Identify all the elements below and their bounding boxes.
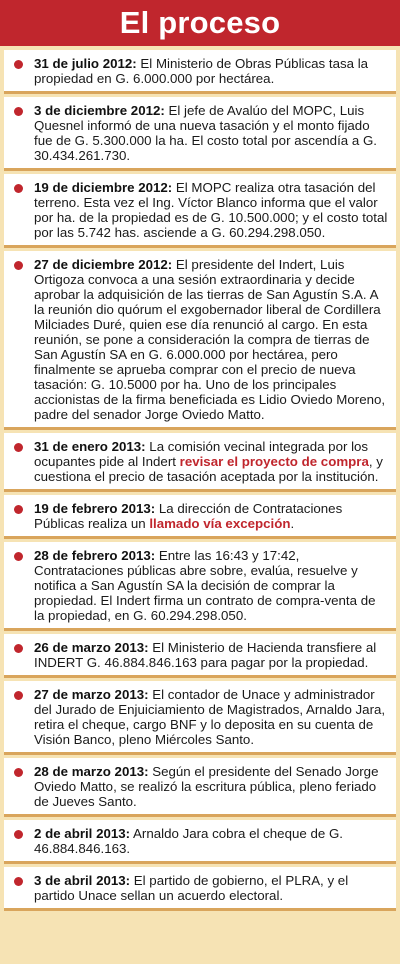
event-description: El contador de Unace y administrador del Jurado de Enjuiciamiento de Magistrados, Arnaldo Jara, retira el cheque, cargo BNF y lo deposita en su cuenta de Visión Banco, pleno Miércoles Santo.: [34, 687, 386, 747]
bullet-icon: [14, 691, 23, 700]
event-text: [34, 257, 385, 422]
event-date: 27 de marzo 2013:: [34, 687, 149, 702]
event-date: 28 de febrero 2013:: [34, 548, 156, 563]
timeline-event: [4, 542, 396, 631]
timeline-event: [4, 634, 396, 678]
bullet-icon: [14, 877, 23, 886]
timeline-event: [4, 433, 396, 492]
event-date: 31 de julio 2012:: [34, 56, 137, 71]
timeline-event: [4, 867, 396, 911]
event-description: Entre las 16:43 y 17:42, Contrataciones públicas abre sobre, evalúa, resuelve y notifica a San Agustín SA la decisión de comprar la propiedad. El Indert firma un contrato de compra-venta de la propiedad, en G. 60.294.298.050.: [34, 548, 376, 623]
bullet-icon: [14, 261, 23, 270]
bullet-icon: [14, 552, 23, 561]
event-text: [34, 180, 387, 240]
bullet-icon: [14, 60, 23, 69]
event-date: 19 de febrero 2013:: [34, 501, 156, 516]
event-text: [34, 548, 375, 623]
event-text: [34, 56, 368, 86]
timeline-event: [4, 820, 396, 864]
header-banner: [0, 0, 400, 46]
event-text: [34, 103, 377, 163]
event-description: La dirección de Contrataciones Públicas realiza un: [34, 501, 343, 531]
page-title: El proceso: [119, 5, 281, 40]
event-description: El presidente del Indert, Luis Ortigoza convoca a una sesión extraordinaria y decide aprobar la adquisición de las tierras de San Agustín S.A. A la reunión dio quórum el exgobernador liberal de Cordillera Milciades Duré, quien ese día renunció al cargo. En esta reunión, se pone a consideración la compra de tierras de San Agustín SA en G. 6.000.000 por hectárea, pero finalmente se aprueba comprar con el precio de nueva tasación: G. 10.5000 por ha. Uno de los principales accionistas de la firma beneficiada es Lidio Oviedo Moreno, padre del senador Jorge Oviedo Matto.: [34, 257, 386, 422]
timeline-event: [4, 758, 396, 817]
bullet-icon: [14, 107, 23, 116]
event-date: 3 de abril 2013:: [34, 873, 131, 888]
timeline-list: [0, 46, 400, 911]
event-description: Según el presidente del Senado Jorge Oviedo Matto, se realizó la escritura pública, pleno feriado de Jueves Santo.: [34, 764, 379, 809]
timeline-event: [4, 97, 396, 171]
timeline-event: [4, 251, 396, 430]
event-description-end: , y cuestiona el precio de tasación aceptada por la institución.: [34, 454, 383, 484]
event-text: [34, 640, 376, 670]
event-date: 2 de abril 2013:: [34, 826, 131, 841]
event-date: 31 de enero 2013:: [34, 439, 146, 454]
event-date: 3 de diciembre 2012:: [34, 103, 165, 118]
event-description: El partido de gobierno, el PLRA, y el partido Unace sellan un acuerdo electoral.: [34, 873, 349, 903]
event-text: [34, 687, 385, 747]
event-date: 27 de diciembre 2012:: [34, 257, 173, 272]
timeline-event: [4, 495, 396, 539]
event-text: [34, 826, 343, 856]
event-description: La comisión vecinal integrada por los ocupantes pide al Indert: [34, 439, 369, 469]
event-date: 28 de marzo 2013:: [34, 764, 149, 779]
bullet-icon: [14, 443, 23, 452]
timeline-event: [4, 50, 396, 94]
bullet-icon: [14, 768, 23, 777]
event-description: El MOPC realiza otra tasación del terreno. Esta vez el Ing. Víctor Blanco informa que el valor por ha. de la propiedad es de G. 10.500.000; y el costo total por las 5.742 has. asciende a G. 60.294.298.050.: [34, 180, 388, 240]
event-text: [34, 439, 383, 484]
event-description-end: .: [290, 516, 295, 531]
timeline-event: [4, 681, 396, 755]
bullet-icon: [14, 505, 23, 514]
event-description: Arnaldo Jara cobra el cheque de G. 46.884.846.163.: [34, 826, 343, 856]
event-date: 19 de diciembre 2012:: [34, 180, 173, 195]
event-text: [34, 873, 348, 903]
event-highlight: revisar el proyecto de compra: [179, 454, 369, 469]
bullet-icon: [14, 644, 23, 653]
bullet-icon: [14, 830, 23, 839]
event-text: [34, 764, 378, 809]
event-description: El Ministerio de Hacienda transfiere al INDERT G. 46.884.846.163 para pagar por la propiedad.: [34, 640, 377, 670]
bullet-icon: [14, 184, 23, 193]
event-text: [34, 501, 342, 531]
event-description: El jefe de Avalúo del MOPC, Luis Quesnel informó de una nueva tasación y el monto fijado fue de G. 5.300.000 la ha. El costo total por ascendía a G. 30.434.261.730.: [34, 103, 377, 163]
event-highlight: llamado vía excepción: [149, 516, 291, 531]
event-date: 26 de marzo 2013:: [34, 640, 149, 655]
event-description: El Ministerio de Obras Públicas tasa la propiedad en G. 6.000.000 por hectárea.: [34, 56, 369, 86]
timeline-event: [4, 174, 396, 248]
